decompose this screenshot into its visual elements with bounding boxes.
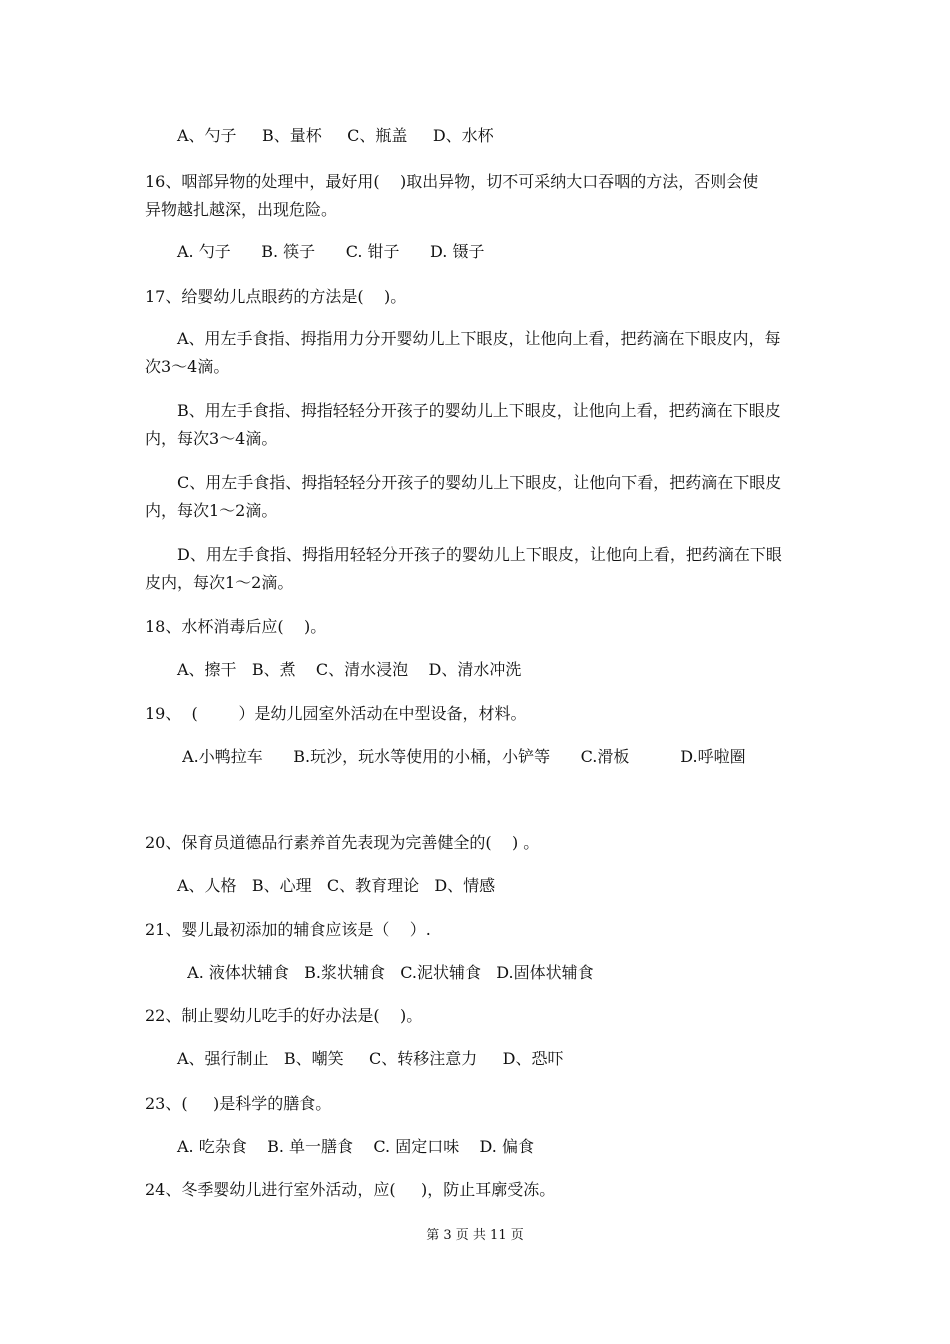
- question-18-options: A、擦干 B、煮 C、清水浸泡 D、清水冲洗: [177, 660, 522, 679]
- question-20-text: 20、保育员道德品行素养首先表现为完善健全的( ) 。: [145, 833, 540, 852]
- question-16-text-cont: 异物越扎越深，出现危险。: [145, 200, 338, 219]
- question-17-option-d: D、用左手食指、拇指用轻轻分开孩子的婴幼儿上下眼皮，让他向上看，把药滴在下眼: [177, 545, 782, 564]
- question-23-options: A. 吃杂食 B. 单一膳食 C. 固定口味 D. 偏食: [177, 1137, 534, 1156]
- question-17-option-c-cont: 内，每次1～2滴。: [145, 501, 278, 520]
- question-19-text: 19、 ( ）是幼儿园室外活动在中型设备，材料。: [145, 704, 527, 723]
- question-16-options: A. 勺子 B. 筷子 C. 钳子 D. 镊子: [177, 242, 485, 261]
- question-19-options: A.小鸭拉车 B.玩沙，玩水等使用的小桶，小铲等 C.滑板 D.呼啦圈: [177, 747, 746, 766]
- question-22-options: A、强行制止 B、嘲笑 C、转移注意力 D、恐吓: [177, 1049, 564, 1068]
- question-17-option-a: A、用左手食指、拇指用力分开婴幼儿上下眼皮，让他向上看，把药滴在下眼皮内，每: [177, 329, 781, 348]
- question-23-text: 23、( )是科学的膳食。: [145, 1094, 332, 1113]
- question-24-text: 24、冬季婴幼儿进行室外活动，应( )，防止耳廓受冻。: [145, 1180, 556, 1199]
- question-20-options: A、人格 B、心理 C、教育理论 D、情感: [177, 876, 496, 895]
- question-17-text: 17、给婴幼儿点眼药的方法是( )。: [145, 287, 407, 306]
- question-17-option-d-cont: 皮内，每次1～2滴。: [145, 573, 294, 592]
- question-17-option-c: C、用左手食指、拇指轻轻分开孩子的婴幼儿上下眼皮，让他向下看，把药滴在下眼皮: [177, 473, 782, 492]
- question-21-text: 21、婴儿最初添加的辅食应该是（ ）.: [145, 920, 431, 939]
- page-footer: 第 3 页 共 11 页: [426, 1228, 524, 1243]
- question-18-text: 18、水杯消毒后应( )。: [145, 617, 327, 636]
- question-22-text: 22、制止婴幼儿吃手的好办法是( )。: [145, 1006, 423, 1025]
- question-17-option-b-cont: 内，每次3～4滴。: [145, 429, 278, 448]
- question-15-options: A、勺子 B、量杯 C、瓶盖 D、水杯: [177, 126, 494, 145]
- question-17-option-b: B、用左手食指、拇指轻轻分开孩子的婴幼儿上下眼皮，让他向上看，把药滴在下眼皮: [177, 401, 781, 420]
- question-16-text: 16、咽部异物的处理中，最好用( )取出异物，切不可采纳大口吞咽的方法，否则会使: [145, 172, 759, 191]
- question-17-option-a-cont: 次3～4滴。: [145, 357, 230, 376]
- question-21-options: A. 液体状辅食 B.浆状辅食 C.泥状辅食 D.固体状辅食: [177, 963, 594, 982]
